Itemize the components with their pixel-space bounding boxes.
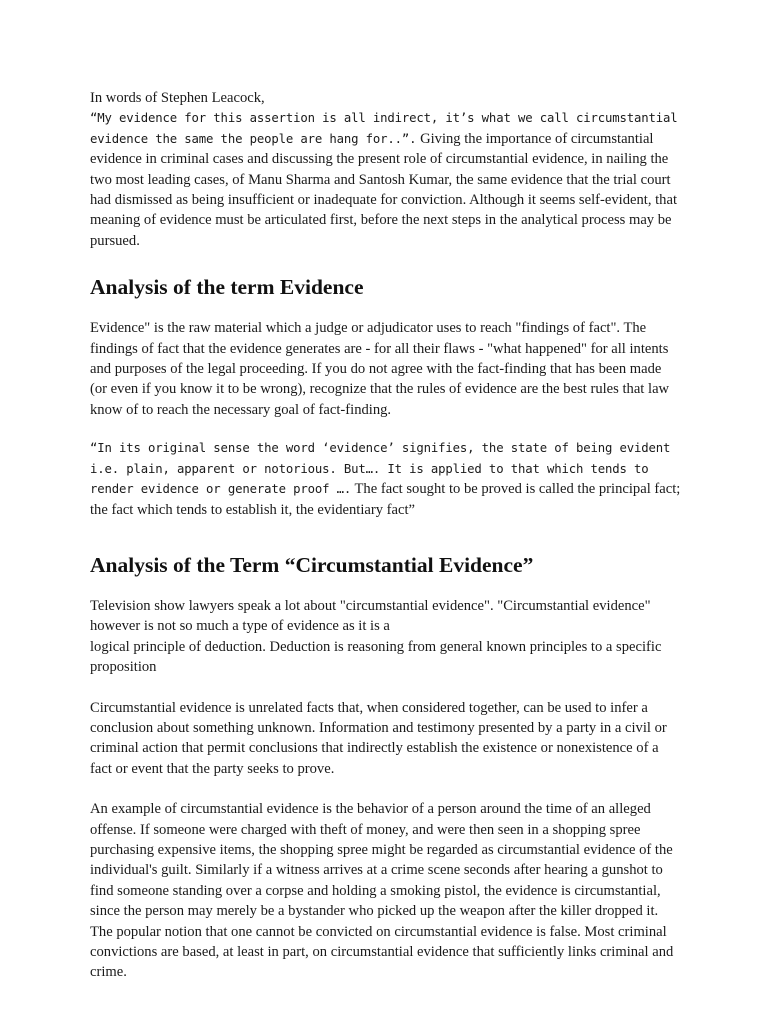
heading-evidence: Analysis of the term Evidence xyxy=(90,275,364,300)
circumstantial-paragraph-3: An example of circumstantial evidence is the behavior of a person around the time of an alleged offense. If someone were charged with theft of money, and were then seen in a shopping spree purchasing expensive items, the shopping spree might be regarded as circumstantial evidence of the individual's guilt. Similarly if a witness arrives at a crime scene seconds after hearing a gunshot to find someone standing over a corpse and holding a smoking pistol, the evidence is circumstantial, since the person may merely be a bystander who picked up the weapon after the killer dropped it. The popular notion that one cannot be convicted on circumstantial evidence is false. Most criminal convictions are based, at least in part, on circumstantial evidence that sufficiently links criminal and crime. xyxy=(90,801,674,981)
intro-lead: In words of Stephen Leacock, xyxy=(90,90,265,106)
circ-para1-line1: Television show lawyers speak a lot about "circumstantial evidence". "Circumstantial evidence" however is not so much a type of evidence as it is a xyxy=(90,597,651,635)
circumstantial-paragraph-2: Circumstantial evidence is unrelated facts that, when considered together, can be used to infer a conclusion about something unknown. Information and testimony presented by a party in a civil or criminal action that permit conclusions that indirectly establish the existence or nonexistence of a fact or event that the party seeks to prove. xyxy=(90,699,667,777)
intro-paragraph xyxy=(90,88,682,251)
evidence-quote-part2: The fact sought to be proved is called the principal fact; the fact which tends to establish it, the evidentiary fact” xyxy=(90,481,681,518)
evidence-quote-part1: “In its original sense the word ‘evidence’ signifies, the state of being evident i.e. plain, apparent or notorious. But…. It is applied to that which tends to render evidence or generate proof …. xyxy=(90,441,671,497)
evidence-quote xyxy=(90,438,682,520)
intro-quote: “My evidence for this assertion is all indirect, it’s what we call circumstantial evidence the same the people are hang for..”. xyxy=(90,111,678,146)
circ-para1-line2: logical principle of deduction. Deduction is reasoning from general known principles to a specific proposition xyxy=(90,638,662,676)
circumstantial-paragraph-1 xyxy=(90,596,682,678)
intro-rest: Giving the importance of circumstantial evidence in criminal cases and discussing the present role of circumstantial evidence, in nailing the two most leading cases, of Manu Sharma and Santosh Kumar, the same evidence that the trial court had dismissed as being insufficient or inadequate for conviction. Although it seems self-evident, that meaning of evidence must be articulated first, before the next steps in the analytical process may be pursued. xyxy=(90,130,677,249)
heading-circumstantial: Analysis of the Term “Circumstantial Evidence” xyxy=(90,552,534,577)
evidence-paragraph: Evidence" is the raw material which a judge or adjudicator uses to reach "findings of fact". The findings of fact that the evidence generates are - for all their flaws - "what happened" for all intents and purposes of the legal proceeding. If you do not agree with the fact-finding that has been made (or even if you know it to be wrong), recognize that the rules of evidence are the best rules that law know of to reach the necessary goal of fact-finding. xyxy=(90,320,670,418)
